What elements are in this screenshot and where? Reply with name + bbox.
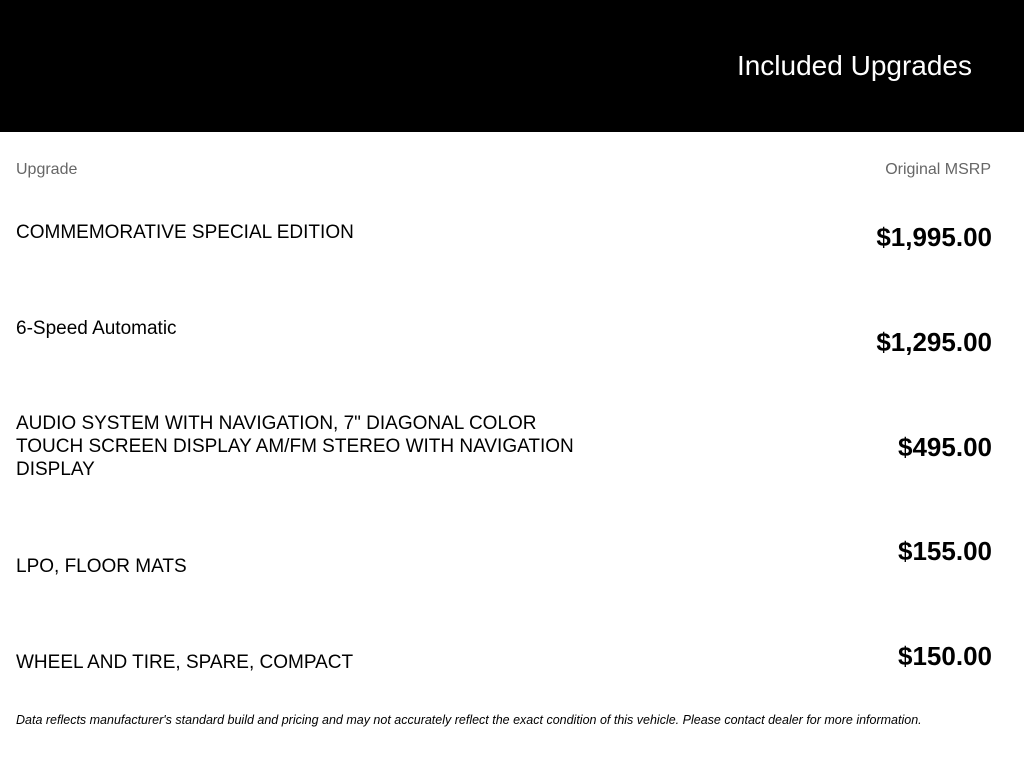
- upgrade-price: $1,295.00: [876, 327, 992, 357]
- upgrade-name: WHEEL AND TIRE, SPARE, COMPACT: [16, 652, 354, 673]
- upgrade-name: LPO, FLOOR MATS: [16, 556, 187, 577]
- page-header: [0, 0, 1024, 132]
- disclaimer-text: Data reflects manufacturer's standard build and pricing and may not accurately reflect the exact condition of this vehicle. Please contact dealer for more information.: [16, 713, 922, 727]
- upgrade-price: $150.00: [898, 641, 992, 671]
- upgrade-name: COMMEMORATIVE SPECIAL EDITION: [16, 222, 354, 243]
- upgrade-price: $495.00: [898, 432, 992, 462]
- upgrade-price: $1,995.00: [876, 222, 992, 252]
- column-header-upgrade: Upgrade: [16, 161, 78, 178]
- upgrade-name: AUDIO SYSTEM WITH NAVIGATION, 7" DIAGONAL COLOR TOUCH SCREEN DISPLAY AM/FM STEREO WITH NAVIGATION DISPLAY: [16, 413, 574, 480]
- page-title: Included Upgrades: [736, 50, 972, 81]
- column-header-msrp: Original MSRP: [885, 161, 991, 178]
- upgrade-price: $155.00: [898, 536, 992, 566]
- upgrade-name: 6-Speed Automatic: [16, 318, 177, 339]
